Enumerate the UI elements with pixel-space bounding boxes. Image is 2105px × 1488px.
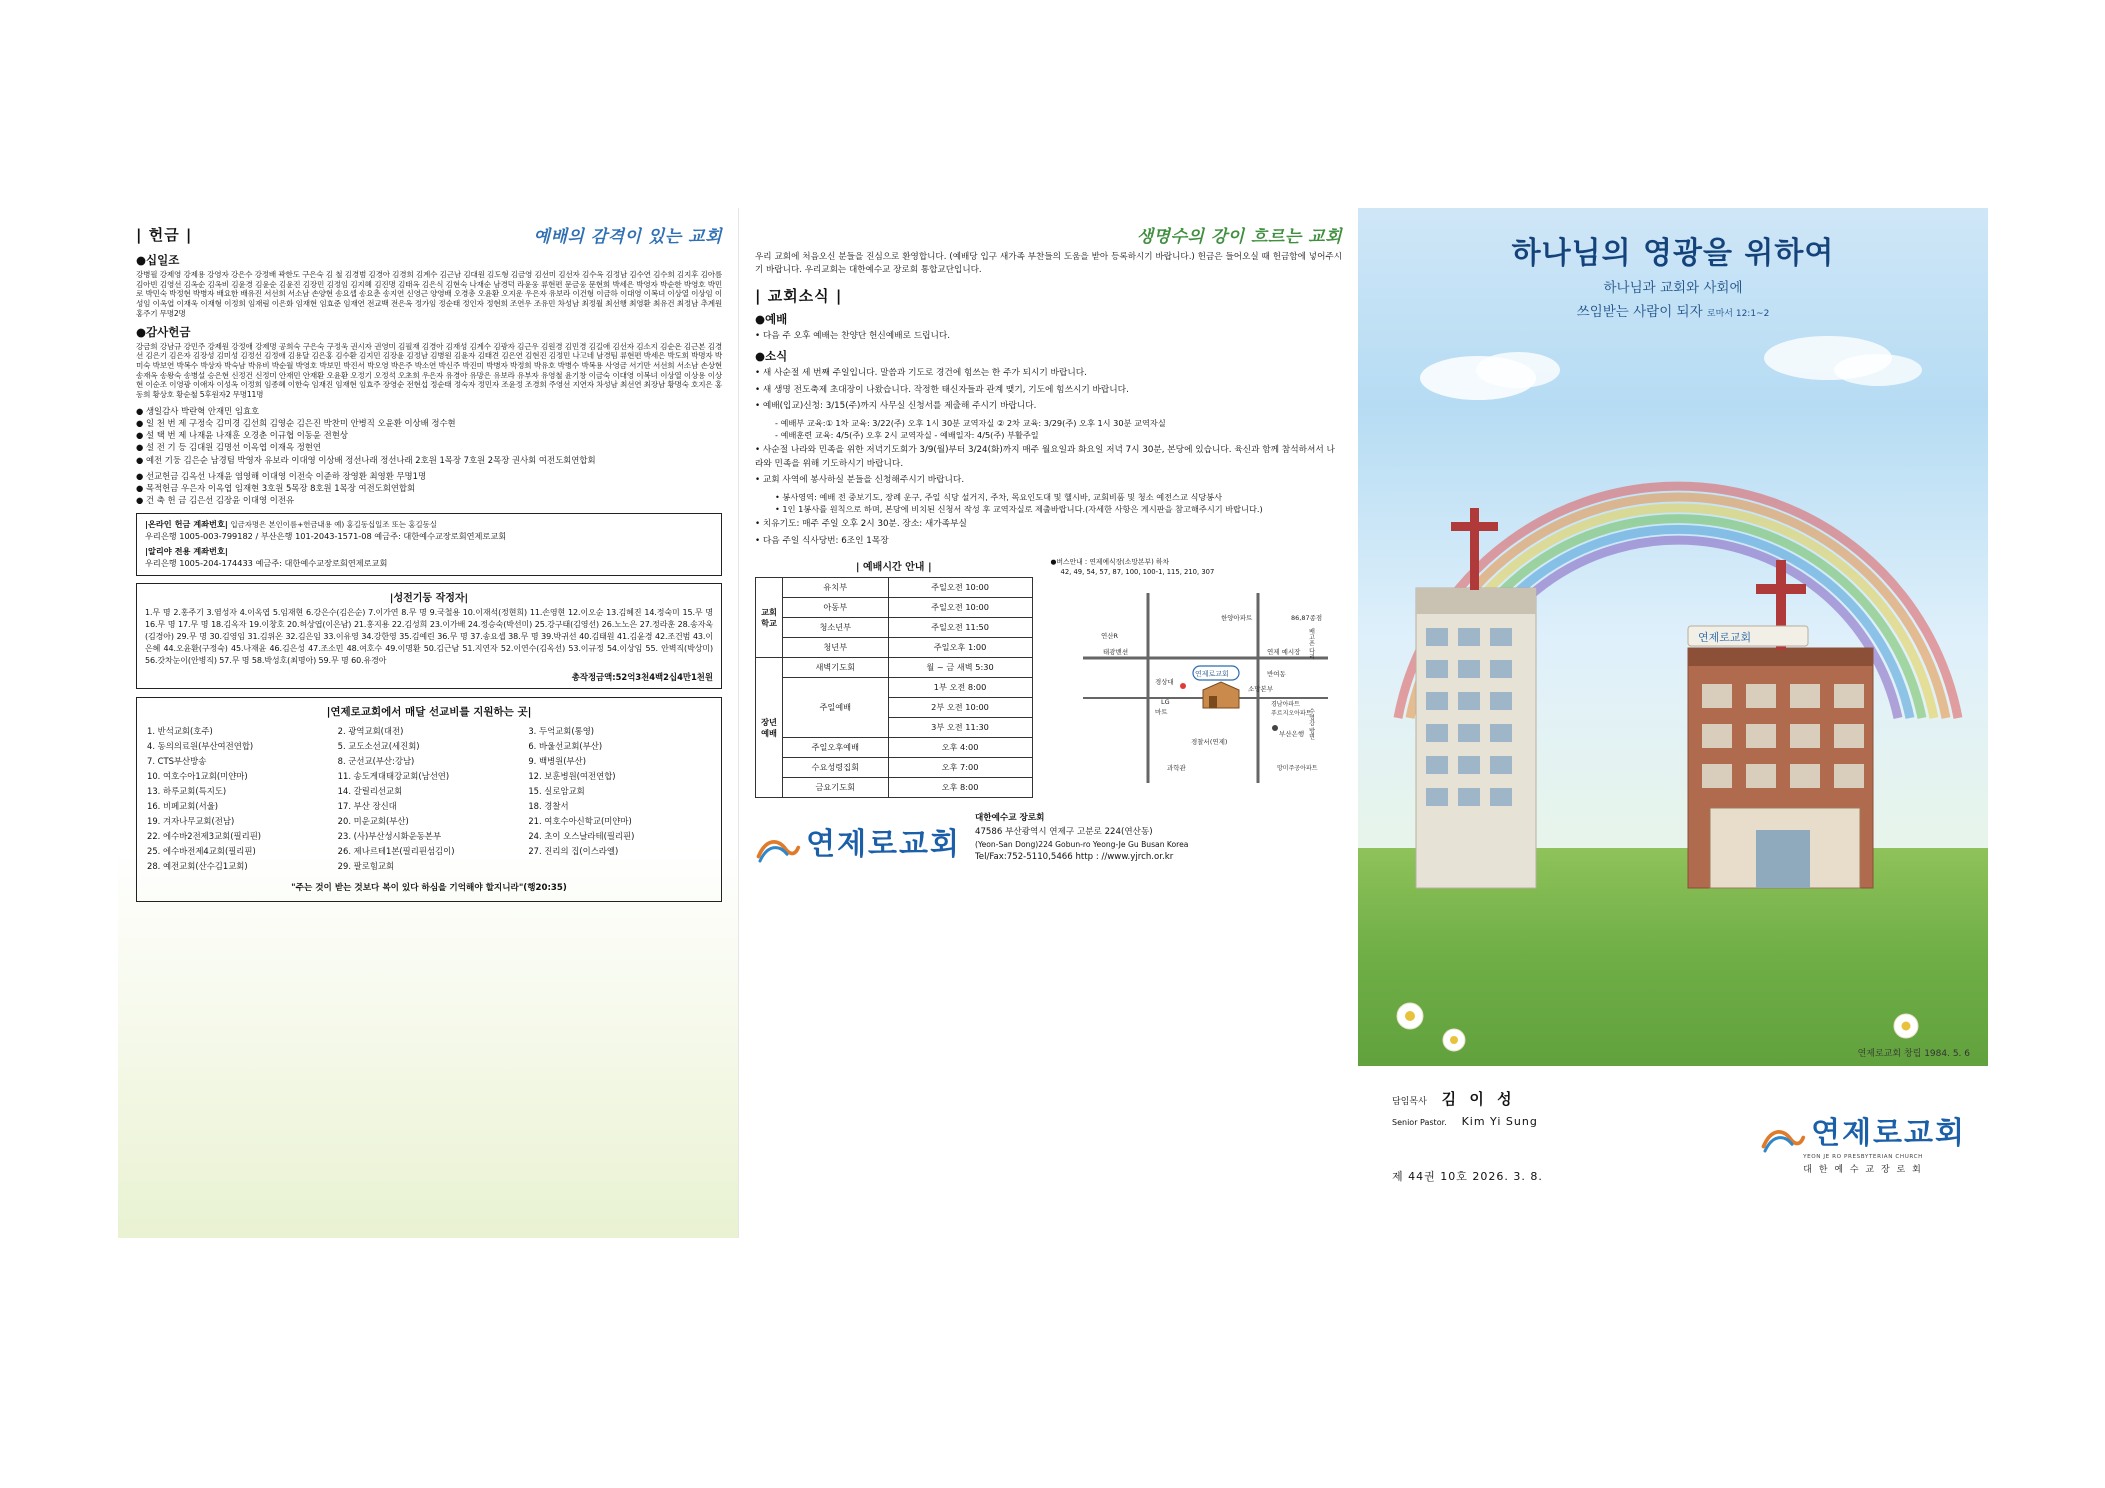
list-item: 3. 두억교회(통영) [528,725,595,736]
list-item: 22. 에수바2전제3교회(필리핀) [147,831,262,842]
svg-text:마트: 마트 [1154,708,1168,717]
schedule-item: 수요성령집회 [783,758,889,778]
list-item: 8. 군선교(부산:강남) [337,756,415,766]
list-item: 16. 비페교회(서울) [147,801,219,812]
schedule-item: 청년부 [783,638,889,658]
church-address [975,812,1188,864]
list-item: 4. 동의의료원(부산여전연합) [147,740,254,751]
tithe-heading: ●십일조 [136,253,180,267]
offering-line-5: ● 선교헌금 김옥선 나재윤 염영해 이대영 이전숙 이준하 장영환 최영환 무명1명 [136,470,427,481]
svg-text:경찰서(연제): 경찰서(연제) [1190,738,1227,747]
location-map [1043,558,1342,788]
account-line-2: 우리은행 1005-204-174433 예금주: 대한예수교장로회연제로교회 [145,558,388,569]
table-row [756,758,1033,778]
worship-heading: ●예배 [755,311,788,326]
list-item: 6. 바울선교회(부산) [528,740,603,751]
list-item: 21. 여호수아신학교(미얀마) [528,816,632,827]
pillar-total: 총작정금액:52억3천4백2십4만1천원 [571,671,713,682]
panel-news [738,208,1358,1238]
church-footer [755,812,1342,864]
address-line-2: (Yeon-San Dong)224 Gobun-ro Yeong-Je Gu Busan Korea [975,839,1189,849]
schedule-time: 월 ~ 금 새벽 5:30 [888,658,1032,678]
worship-schedule [755,558,1033,798]
schedule-and-map [755,558,1342,798]
table-row [756,658,1033,678]
schedule-time: 주일오후 1:00 [888,638,1032,658]
offering-line-7: ● 건 축 헌 금 김은선 김장윤 이대영 이전유 [136,495,295,506]
account-box [136,513,722,576]
pastor-name: 김 이 성 [1441,1090,1516,1108]
table-row [756,778,1033,798]
list-item: 29. 팔로힘교회 [337,861,395,872]
notice-item: • 새 사순절 세 번째 주일입니다. 말씀과 기도로 경건에 힘쓰는 한 주가 되시기 바랍니다. [755,368,1087,379]
account-title-2: |알리야 전용 계좌번호| [145,546,228,557]
left-header-script: 예배의 감격이 있는 교회 [533,227,722,247]
list-item: 20. 미운교회(부산) [337,816,409,827]
notice-item: • 새 생명 전도축제 초대장이 나왔습니다. 작정한 태신자들과 관계 맺기, 기도에 힘쓰시기 바랍니다. [755,384,1129,395]
church-logo [755,819,961,865]
svg-text:LG: LG [1160,698,1170,707]
list-item: 13. 하루교회(특지도) [147,786,227,797]
schedule-item: 청소년부 [783,618,889,638]
cover-subtitle-2-text: 쓰임받는 사람이 되자 [1576,304,1703,320]
list-item: 28. 예전교회(산수김1교회) [147,861,248,872]
svg-text:반여동: 반여동 [1266,670,1286,679]
schedule-time: 3부 오전 11:30 [888,718,1032,738]
schedule-time: 1부 오전 8:00 [888,678,1032,698]
svg-text:배고픈 다리: 배고픈 다리 [1307,628,1315,661]
table-row [756,578,1033,598]
pastor-label-en: Senior Pastor. [1392,1118,1447,1127]
svg-text:부산은행: 부산은행 [1278,730,1304,739]
logo-wordmark: 연제로교회 [806,826,961,862]
left-header [136,222,722,247]
account-title-row [145,519,713,531]
list-item: 12. 보훈병원(여전연합) [528,771,616,782]
logo-english: YEON JE RO PRESBYTERIAN CHURCH [1803,1153,1923,1160]
offering-line-3: ● 설 전 기 등 김대원 김명선 이옥엽 이재옥 정현연 [136,442,321,453]
list-item: 26. 제나르테1본(필리핀섬김이) [337,846,455,857]
ribbon-icon [755,834,801,864]
list-item: 23. (사)부산성시화운동본부 [337,831,442,842]
offering-line-0: ● 생일감사 박란혁 안재민 임효호 [136,405,260,416]
notice-item: • 예배(입교)신청: 3/15(주)까지 사무실 신청서를 제출해 주시기 바랍니다. [755,401,1037,412]
panel-cover [1358,208,1988,1238]
svg-text:연제로교회: 연제로교회 [1698,631,1752,644]
account-title: |온라인 헌금 계좌번호| [145,519,228,530]
ribbon-icon [1760,1124,1806,1154]
address-line-1: 47586 부산광역시 연제구 고분로 224(연산동) [975,826,1153,837]
list-item: 24. 초이 오스날라테(필리핀) [528,831,635,842]
news-title: | 교회소식 | [755,286,843,305]
pastor-block [1392,1088,1538,1128]
pastor-name-en: Kim Yi Sung [1461,1115,1538,1128]
list-item: 10. 여호수아1교회(미얀마) [147,771,248,782]
pillar-box [136,583,722,689]
notice-subitem: • 봉사영역: 예배 전 중보기도, 장례 운구, 주일 식당 설거지, 주차, 목요인도대 및 헬시바, 교회비품 및 청소 예전스교 식당봉사 [775,491,1223,502]
schedule-time: 주일오전 10:00 [888,598,1032,618]
schedule-time: 오후 4:00 [888,738,1032,758]
account-line-1: 우리은행 1005-003-799182 / 부산은행 101-2043-1571-08 예금주: 대한예수교장로회연제로교회 [145,531,507,542]
svg-text:연제로교회: 연제로교회 [1194,670,1229,679]
schedule-time: 2부 오전 10:00 [888,698,1032,718]
notice-subitem: - 예배부 교육:① 1차 교육: 3/22(주) 오후 1시 30분 교역자실 ② 2차 교육: 3/29(주) 오후 1시 30분 교역자실 [775,417,1166,428]
list-item: 15. 실로암교회 [528,786,585,797]
offering-line-4: ● 예전 기둥 김은순 남경팀 박영자 유보라 이대영 이상배 정선나래 정선나래 2호원 1목장 7호원 2목장 권사회 여전도회연합회 [136,454,596,465]
svg-text:소망본부: 소망본부 [1247,685,1273,694]
logo-wordmark: 연제로교회 [1811,1116,1966,1151]
offering-line-1: ● 일 천 번 제 구정숙 김미경 김선희 김영순 김은진 박찬미 안병직 오윤환 이상배 정수현 [136,418,456,429]
mission-title: |연제로교회에서 매달 선교비를 지원하는 곳| [326,705,532,718]
schedule-time: 주일오전 10:00 [888,578,1032,598]
schedule-table [755,577,1033,798]
list-item: 19. 겨자나무교회(전남) [147,816,235,827]
list-item: 7. CTS부산방송 [147,756,207,766]
thanks-names: 강금희 강남규 강민주 강제원 강정애 강제명 공희숙 구은숙 구정욱 권시자 권영미 김필재 김경아 김재성 김계수 김광자 김근우 김원경 김민경 김길애 김선자 김소지 김순온 김근본 김경선 김은기 김은자 김장성 김미성 김정선 김정애 김용달 김은홍 김수환 김지민 김장윤 김정남 김병원 김윤자 김태견 김은연 김현진 김정민 나고네 남경팀 류현편 박세은 박도희 박명자 박미숙 박보연 박복수 박상자 박숙남 박유비 박순월 박영호 박보민 박진서 박오영 박은주 박소연 박신주 박진미 박병자 박정희 박유호 박병수 박복용 사영금 서기만 서선희 서소남 손상현 송재옥 송왕숙 송병설 승은현 신정건 신정미 안재민 안재환 오윤환 오정기 오정석 오초희 우은자 유경아 유망은 유보라 유부자 유영철 윤기창 이금숙 이대영 이복녀 이상열 이상용 이상현 이순조 이영광 이애자 이성옥 이정희 임종혜 이한숙 임재진 임재현 임효주 장영순 전현섭 정순태 정숙자 정민자 조윤정 조경희 주영선 지연자 차성남 최선연 최장남 황명숙 호지은 홍동희 황상호 황순철 5후원자2 무명11명 [136,341,722,400]
logo-denomination: 대 한 예 수 교 장 로 회 [1803,1164,1923,1175]
offering-line-2: ● 설 택 번 제 나재윤 나재훈 오경춘 이규협 이동윤 전현상 [136,430,348,441]
mission-box [136,697,722,902]
group-label-adult: 장년예배 [756,658,783,798]
mission-list [147,725,711,873]
cover-art [1358,208,1988,1238]
notice-item: • 교회 사역에 봉사하실 분들을 신청해주시기 바랍니다. [755,475,965,486]
notice-item: • 사순절 나라와 민족을 위한 저녁기도회가 3/9(월)부터 3/24(화)까지 매주 월요일과 화요일 저녁 7시 30분, 본당에 있습니다. 육신과 함께 참석하셔서 나라와 민족을 위해 기도하시기 바랍니다. [755,445,1335,469]
list-item: 25. 에수바전제4교회(필리핀) [147,846,256,857]
svg-text:연제 예시장: 연제 예시장 [1266,648,1300,657]
notice-heading: ●소식 [755,349,788,364]
church-building-photo [1358,508,1988,928]
svg-text:푸르지오아파트: 푸르지오아파트 [1270,710,1312,718]
list-item: 27. 진리의 집(이스라엘) [528,846,619,857]
schedule-time: 오후 7:00 [888,758,1032,778]
list-item: 1. 반석교회(호주) [147,725,213,736]
schedule-item: 아동부 [783,598,889,618]
tithe-names: 강병필 강제영 강제용 강영자 강은수 강정배 곽한도 구은숙 김 철 김경범 김경아 김경희 김계수 김근남 김대원 김도형 김금영 김선미 김선자 김수옥 김정남 김수연 김수희 김지후 김아름 김아빈 김영선 김옥순 김옥비 김윤경 김윤순 김윤진 김장민 김정임 김지혜 김진명 김태옥 김은식 김현숙 나재순 남경덕 라윤웅 류현편 문금웅 문현희 박세은 박영자 박순한 박영호 박민로 박민숙 박정현 박병자 배요한 배유진 서선희 서소남 손양현 송요셉 송요춘 송지연 신영근 양영배 오경총 오윤환 오지운 우은자 유보라 이건형 이금하 이대영 이복녀 이상열 이상임 이성임 이옥엽 이재욱 이재형 이정희 임재림 이은화 임재현 임효준 임재연 전교백 전은옥 정가임 정순태 정인자 정현희 조연우 조유민 차성남 최정월 최선행 최영환 최유건 최정남 추계원 홍주기 무명2명 [136,270,722,318]
svg-text:연산R: 연산R [1100,632,1118,641]
schedule-item: 주일오후예배 [783,738,889,758]
mid-header-script: 생명수의 강이 흐르는 교회 [1136,227,1342,247]
list-item: 17. 부산 장신대 [337,801,397,812]
schedule-item: 주일예배 [783,678,889,738]
svg-text:86,87종점: 86,87종점 [1290,614,1322,623]
table-row [756,618,1033,638]
cover-title: 하나님의 영광을 위하여 [1511,236,1835,271]
schedule-time: 오후 8:00 [888,778,1032,798]
offering-title: | 헌금 | [136,226,193,244]
offering-line-6: ● 목적헌금 우은자 이옥엽 임재현 3호원 5목장 8호원 1목장 여전도회연합회 [136,483,416,494]
cover-subtitle-2 [1358,300,1988,320]
list-item: 5. 교도소선교(세진회) [337,740,420,751]
mission-verse: "주는 것이 받는 것보다 복이 있다 하심을 기억해야 할지니라"(행20:35) [291,883,567,894]
schedule-title: | 예배시간 안내 | [855,562,932,574]
notice-subitem: - 예배훈련 교육: 4/5(주) 오후 2시 교역자실 - 예배일자: 4/5(주) 부활주일 [775,430,1039,441]
trifold-sheet [118,208,1988,1238]
group-label-church-school: 교회학교 [756,578,783,658]
svg-text:과학관: 과학관 [1166,764,1186,773]
welcome-text: 우리 교회에 처음오신 분들을 진심으로 환영합니다. (예배당 입구 새가족 부찬들의 도움을 받아 등록하시기 바랍니다.) 헌금은 들어오실 때 헌금함에 넣어주시기 바랍니다. 우리교회는 대한예수교 장로회 통합교단입니다. [755,252,1342,275]
svg-text:망미주공아파트: 망미주공아파트 [1276,765,1318,773]
table-row [756,678,1033,698]
notice-item: • 다음 주일 식사당번: 6조인 1목장 [755,535,889,546]
bus-numbers: 42, 49, 54, 57, 87, 100, 100-1, 115, 210, 307 [1060,567,1215,576]
thanks-heading: ●감사헌금 [136,324,191,339]
issue-info: 제 44권 10호 2026. 3. 8. [1392,1170,1543,1183]
map-graphic [1043,558,1343,788]
address-line-3: Tel/Fax:752-5110,5466 http : //www.yjrch.or.kr [975,851,1174,862]
svg-text:수영강 방면: 수영강 방면 [1307,708,1315,741]
schedule-time: 주일오전 11:50 [888,618,1032,638]
table-row [756,738,1033,758]
cover-logo [1760,1108,1966,1175]
bible-reference: 로마서 12:1~2 [1706,309,1770,319]
svg-text:태광밴션: 태광밴션 [1102,648,1128,657]
table-row [756,598,1033,618]
schedule-item: 유치부 [783,578,889,598]
cover-subtitle-1: 하나님과 교회와 사회에 [1603,280,1743,296]
founding-date: 연제로교회 창립 1984. 5. 6 [1857,1049,1970,1059]
list-item: 11. 송도게대태강교회(남선연) [337,771,450,782]
worship-item: • 다음 주 오후 예배는 찬양단 헌신예배로 드립니다. [755,330,951,341]
bus-label: ●버스안내 : 연제예식장(소망본부) 하차 [1050,558,1170,567]
denomination: 대한예수교 장로회 [975,813,1045,824]
schedule-item: 새벽기도회 [783,658,889,678]
svg-text:한양아파트: 한양아파트 [1220,614,1252,623]
svg-text:경상대: 경상대 [1154,678,1174,687]
svg-text:경남아파트: 경남아파트 [1270,701,1300,709]
list-item: 2. 광역교회(대전) [337,725,404,736]
list-item: 18. 경찰서 [528,801,569,812]
pastor-label: 담임목사 [1392,1097,1427,1107]
table-row [756,638,1033,658]
pillar-names: 1.무 명 2.홍주기 3.염성자 4.이옥엽 5.임재현 6.강은수(김은순) 7.이가연 8.무 명 9.국철용 10.이재석(정현희) 11.손영현 12.이오순 13.김혜진 14.정숙미 15.무 명 16.무 명 17.무 명 18.김옥자 19.이창호 20.허상엽(이은남) 21.홍지용 22.김성희 23.이가배 24.정승숙(박선미) 25.강구태(김영선) 26.노노은 27.정라훈 28.송자욱(김경아) 29.무 명 30.김영임 31.김위온 32.김은임 33.이유영 34.강한영 35.김예린 36.무 명 37.송요셉 38.무 명 39.박귀선 40.김태원 41.김윤경 42.조건범 43.이은혜 44.오윤환(구정숙) 45.나재윤 46.김은성 47.조소민 48.여호수 49.이명환 50.김근남 51.지연자 52.이연수(김옥선) 53.이규정 54.이상임 55. 안벽직(박상미) 56.갓차눈이(안병직) 57.무 명 58.박성호(최명아) 59.무 명 60.유경아 [145,607,713,665]
list-item: 14. 갈릴리선교회 [337,786,403,797]
notice-subitem: • 1인 1봉사를 원칙으로 하며, 본당에 비치된 신청서 작성 후 교역자실로 제출바랍니다.(자세한 사항은 게시판을 참고해주시기 바랍니다.) [775,504,1263,515]
list-item: 9. 백병원(부산) [528,756,586,766]
schedule-item: 금요기도회 [783,778,889,798]
account-note: 입금자명은 본인이름+헌금내용 예) 홍길동십일조 또는 홍길동실 [230,520,437,530]
pillar-title: |성전기둥 작정자| [389,592,469,604]
panel-offerings [118,208,738,1238]
notice-item: • 치유기도: 매주 주일 오후 2시 30분. 장소: 새가족부실 [755,519,967,530]
